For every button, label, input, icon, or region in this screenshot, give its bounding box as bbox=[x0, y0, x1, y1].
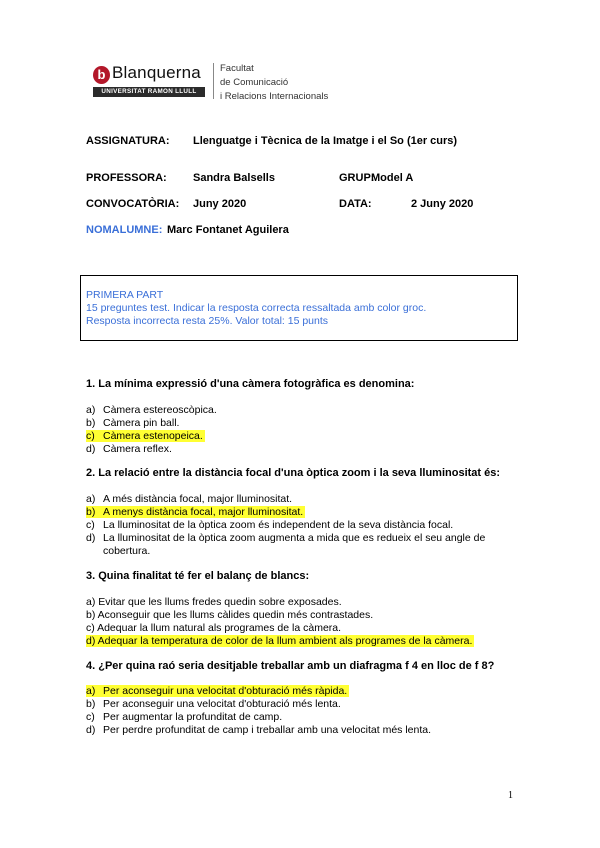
q2-option-d-continued: cobertura. bbox=[103, 545, 151, 557]
convocatoria-value: Juny 2020 bbox=[193, 198, 247, 210]
question-1-title: 1. La mínima expressió d'una càmera fotogràfica es denomina: bbox=[86, 378, 415, 390]
question-4-title: 4. ¿Per quina raó seria desitjable treballar amb un diafragma f 4 en lloc de f 8? bbox=[86, 660, 495, 672]
data-value: 2 Juny 2020 bbox=[411, 198, 474, 210]
q1-option-d: d) Càmera reflex. bbox=[86, 443, 172, 455]
q4-option-d: d) Per perdre profunditat de camp i treballar amb una velocitat més lenta. bbox=[86, 724, 432, 736]
q4-option-c: c) Per augmentar la profunditat de camp. bbox=[86, 711, 283, 723]
data-label: DATA: bbox=[339, 198, 372, 210]
faculty-line-1: Facultat bbox=[220, 63, 254, 74]
instructions-line-3: Resposta incorrecta resta 25%. Valor total: 15 punts bbox=[86, 315, 329, 327]
q1-option-c-correct: c) Càmera estenopeica. bbox=[86, 430, 203, 442]
q3-option-b: b) Aconseguir que les llums càlides quedin més contrastades. bbox=[86, 609, 374, 621]
university-bar: UNIVERSITAT RAMON LLULL bbox=[93, 87, 205, 97]
question-3-title: 3. Quina finalitat té fer el balanç de blancs: bbox=[86, 570, 310, 582]
page-number: 1 bbox=[508, 790, 513, 801]
professora-label: PROFESSORA: bbox=[86, 172, 167, 184]
assignatura-value: Llenguatge i Tècnica de la Imatge i el So (1er curs) bbox=[193, 135, 458, 147]
grup-label: GRUP: bbox=[339, 172, 375, 184]
q3-option-a: a) Evitar que les llums fredes quedin sobre exposades. bbox=[86, 596, 342, 608]
convocatoria-label: CONVOCATÒRIA: bbox=[86, 198, 180, 210]
q4-option-b: b) Per aconseguir una velocitat d'obturació més lenta. bbox=[86, 698, 341, 710]
blanquerna-logo-mark: b bbox=[93, 66, 110, 84]
nom-alumne-label: NOMALUMNE: bbox=[86, 224, 163, 236]
professora-value: Sandra Balsells bbox=[193, 172, 275, 184]
instructions-title: PRIMERA PART bbox=[86, 289, 164, 301]
logo-divider bbox=[213, 63, 214, 99]
q1-option-a: a) Càmera estereoscòpica. bbox=[86, 404, 217, 416]
q2-option-c: c) La lluminositat de la òptica zoom és independent de la seva distància focal. bbox=[86, 519, 454, 531]
question-2-title: 2. La relació entre la distància focal d'una òptica zoom i la seva lluminositat és: bbox=[86, 467, 501, 479]
grup-value: Model A bbox=[371, 172, 414, 184]
instructions-line-2: 15 preguntes test. Indicar la resposta correcta ressaltada amb color groc. bbox=[86, 302, 427, 314]
q2-option-a: a) A més distància focal, major lluminositat. bbox=[86, 493, 293, 505]
faculty-line-2: de Comunicació bbox=[220, 77, 289, 88]
blanquerna-wordmark: Blanquerna bbox=[112, 63, 201, 82]
q1-option-b: b) Càmera pin ball. bbox=[86, 417, 180, 429]
q2-option-d: d) La lluminositat de la òptica zoom augmenta a mida que es redueix el seu angle de bbox=[86, 532, 486, 544]
q2-option-b-correct: b) A menys distància focal, major lluminositat. bbox=[86, 506, 304, 518]
faculty-line-3: i Relacions Internacionals bbox=[220, 91, 329, 102]
q3-option-d-correct: d) Adequar la temperatura de color de la llum ambient als programes de la càmera. bbox=[86, 635, 473, 647]
q4-option-a-correct: a) Per aconseguir una velocitat d'obturació més ràpida. bbox=[86, 685, 348, 697]
nom-alumne-value: Marc Fontanet Aguilera bbox=[167, 224, 289, 236]
assignatura-label: ASSIGNATURA: bbox=[86, 135, 170, 147]
q3-option-c: c) Adequar la llum natural als programes de la càmera. bbox=[86, 622, 342, 634]
